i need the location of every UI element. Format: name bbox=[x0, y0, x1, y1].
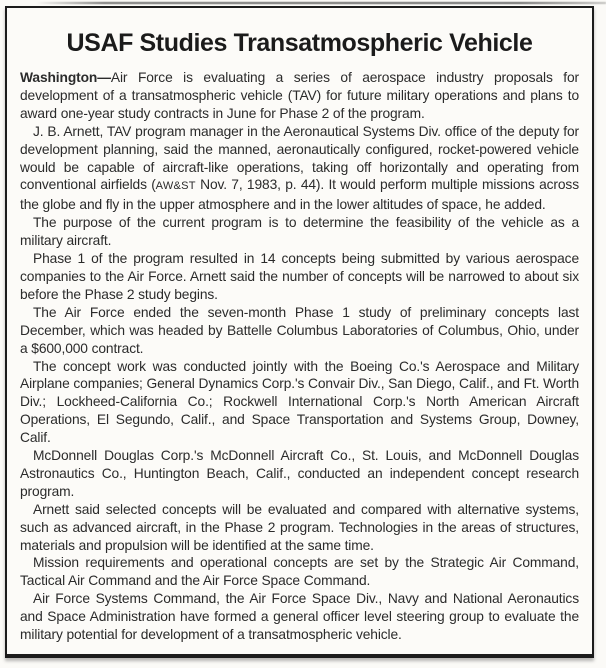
paragraph-text: The Air Force ended the seven-month Phase 1 study of preliminary concepts last December, which was headed by Battelle Columbus Laboratories of Columbus, Ohio, under a $600,000 contract. bbox=[20, 304, 579, 356]
article-paragraph bbox=[20, 123, 579, 215]
publication-abbrev: AW&ST bbox=[155, 180, 196, 193]
article-paragraph bbox=[20, 447, 579, 501]
article-body bbox=[20, 69, 579, 644]
article-paragraph bbox=[20, 358, 579, 448]
paragraph-text: Air Force Systems Command, the Air Force Space Div., Navy and National Aeronautics and Space Administration have formed a general officer level steering group to evaluate the military potential for development of a transatmospheric vehicle. bbox=[20, 591, 579, 643]
article-paragraph bbox=[20, 69, 579, 123]
paragraph-text: Arnett said selected concepts will be evaluated and compared with alternative systems, such as advanced aircraft, in the Phase 2 program. Technologies in the areas of structures, materials and propulsion will be identified at the same time. bbox=[20, 501, 579, 553]
paragraph-text: J. B. Arnett, TAV program manager in the Aeronautical Systems Div. office of the deputy for development planning, said the manned, aeronautically configured, rocket-powered vehicle would be capable of aircraft-like operations, taking off horizontally and operating from conventional airfields ( bbox=[20, 123, 579, 193]
article-border-frame bbox=[5, 6, 594, 658]
paragraph-text: The concept work was conducted jointly with the Boeing Co.'s Aerospace and Military Airplane companies; General Dynamics Corp.'s Convair Div., San Diego, Calif., and Ft. Worth Div.; Lockheed-California Co.; Rockwell International Corp.'s North American Aircraft Operations, El Segundo, Calif., and Space Transportation and Systems Group, Downey, Calif. bbox=[20, 358, 579, 446]
paragraph-text: Phase 1 of the program resulted in 14 concepts being submitted by various aerospace companies to the Air Force. Arnett said the number of concepts will be narrowed to about six before the Phase 2 study begins. bbox=[20, 251, 579, 302]
article-paragraph bbox=[20, 501, 579, 555]
paragraph-text: Mission requirements and operational concepts are set by the Strategic Air Command, Tactical Air Command and the Air Force Space Command. bbox=[20, 555, 579, 589]
scan-edge-artifact bbox=[36, 2, 606, 4]
paragraph-text: Nov. 7, 1983, p. 44). It would perform multiple missions across the globe and fly in the upper atmosphere and in the lower altitudes of space, he added. bbox=[20, 177, 579, 213]
article-title: USAF Studies Transatmospheric Vehicle bbox=[66, 29, 533, 57]
dateline-lead: Washington— bbox=[20, 70, 111, 85]
article-paragraph bbox=[20, 304, 579, 358]
article-paragraph bbox=[20, 554, 579, 590]
article-paragraph bbox=[20, 590, 579, 644]
paragraph-text: Air Force is evaluating a series of aerospace industry proposals for development of a transatmospheric vehicle (TAV) for future military operations and plans to award one-year study contracts in June for Phase 2 of the program. bbox=[20, 70, 579, 121]
paragraph-text: The purpose of the current program is to determine the feasibility of the vehicle as a military aircraft. bbox=[20, 215, 579, 249]
paragraph-text: McDonnell Douglas Corp.'s McDonnell Aircraft Co., St. Louis, and McDonnell Douglas Astronautics Co., Huntington Beach, Calif., conducted an independent concept research program. bbox=[20, 448, 579, 499]
article-paragraph bbox=[20, 214, 579, 250]
article-paragraph bbox=[20, 250, 579, 304]
